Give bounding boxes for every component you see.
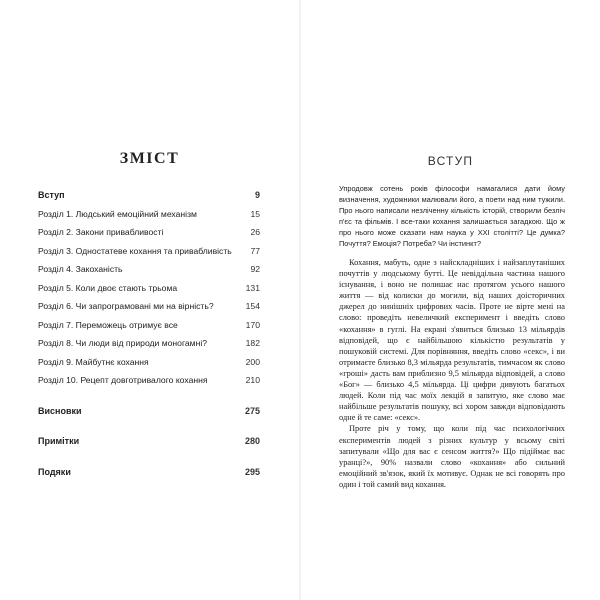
toc-entry-page: 77 xyxy=(250,245,260,256)
toc-entry xyxy=(38,320,260,339)
toc-entry xyxy=(38,227,260,246)
toc-entry-page: 170 xyxy=(245,319,260,330)
toc-back-matter-entry xyxy=(38,406,260,425)
toc-entry-label: Розділ 3. Одностатеве кохання та привабливість xyxy=(38,245,232,256)
toc-entry xyxy=(38,357,260,376)
contents-list xyxy=(38,190,260,485)
toc-entry-page: 26 xyxy=(250,227,260,237)
toc-entry-label: Розділ 1. Людський емоційний механізм xyxy=(38,208,197,219)
toc-entry-page: 154 xyxy=(245,301,260,311)
toc-entry-page: 15 xyxy=(250,208,260,219)
toc-entry-page: 92 xyxy=(250,264,260,274)
toc-entry xyxy=(38,283,260,302)
toc-entry-page: 182 xyxy=(245,338,260,348)
toc-entry xyxy=(38,375,260,394)
toc-entry-page: 210 xyxy=(245,375,260,385)
toc-entry-label: Подяки xyxy=(38,466,71,477)
toc-entry-label: Розділ 6. Чи запрограмовані ми на вірність? xyxy=(38,301,214,311)
toc-entry-label: Розділ 10. Рецепт довготривалого кохання xyxy=(38,375,208,385)
toc-entry-label: Висновки xyxy=(38,405,82,416)
toc-entry-label: Розділ 4. Закоханість xyxy=(38,264,123,274)
toc-entry xyxy=(38,246,260,265)
body-paragraph: Кохання, мабуть, одне з найскладніших і найзаплутаніших почуттів у людському бутті. Це невіддільна частина нашого існування, і воно не полишає нас протягом усього нашого життя — від колиски до могили, від наших доісторичних джерел до нинішніх цифрових часів. Проте не вірте мені на слово: проведіть невеличкий експеримент і введіть слово «кохання» в гуглі. На екрані з'явиться близько 13 мільярдів відповідей, що є найбільшою кількістю результатів у пошуковій системі. Для порівняння, введіть слово «секс», і ви отримаєте близько 8,3 мільярда результатів, тимчасом як слово «гроші» дасть вам приблизно 9,5 мільярда відповідей, а слово «Бог» — близько 4,5 мільярда. Ці цифри дивують багатьох людей. Коли під час моїх лекцій я запитую, яке слово має найбільше результатів пошуку, всі хором завжди відповідають одне й те саме: «секс». xyxy=(339,258,565,423)
contents-title: ЗМІСТ xyxy=(119,150,180,167)
toc-entry-label: Розділ 8. Чи люди від природи моногамні? xyxy=(38,338,208,348)
toc-entry xyxy=(38,338,260,357)
toc-entry xyxy=(38,190,260,209)
toc-entry-page: 200 xyxy=(245,356,260,367)
toc-entry-page: 131 xyxy=(245,282,260,293)
toc-entry-page: 9 xyxy=(254,190,260,200)
toc-entry-page: 280 xyxy=(244,436,260,446)
toc-entry-page: 295 xyxy=(244,466,260,477)
toc-entry-label: Примітки xyxy=(38,436,80,446)
body-paragraph: Проте річ у тому, що коли під час психологічних експериментів людей з різних культур у всьому світі запитували «Що для вас є сенсом життя?» Що підіймає вас уранці?», 90% назвали слово «кохання» або сильний емоційний зв'язок, який їх мотивує. Однак не всі говорять про один і той самий вид кохання. xyxy=(339,424,565,489)
contents-page xyxy=(0,0,299,600)
toc-entry-label: Вступ xyxy=(38,190,65,200)
toc-back-matter-entry xyxy=(38,436,260,455)
introduction-page xyxy=(301,0,600,600)
toc-entry-label: Розділ 7. Переможець отримує все xyxy=(38,319,178,330)
toc-entry xyxy=(38,301,260,320)
toc-back-matter-entry xyxy=(38,467,260,486)
toc-entry-label: Розділ 2. Закони привабливості xyxy=(38,227,164,237)
introduction-epigraph: Упродовж сотень років філософи намагалися дати йому визначення, художники малювали його, а поети над ним тужили. Про нього написали незліченну кількість історій, створили безліч п'єс та фільмів. І все-таки кохання залишається загадкою. Що ж про нього може сказати нам наука у XXI столітті? Це думка? Почуття? Емоція? Потреба? Чи інстинкт? xyxy=(339,184,565,248)
toc-entry xyxy=(38,209,260,228)
toc-entry xyxy=(38,264,260,283)
introduction-body xyxy=(339,257,565,490)
toc-entry-label: Розділ 9. Майбутнє кохання xyxy=(38,356,149,367)
toc-entry-label: Розділ 5. Коли двоє стають трьома xyxy=(38,282,178,293)
introduction-title: ВСТУП xyxy=(427,154,474,168)
toc-entry-page: 275 xyxy=(244,405,260,416)
